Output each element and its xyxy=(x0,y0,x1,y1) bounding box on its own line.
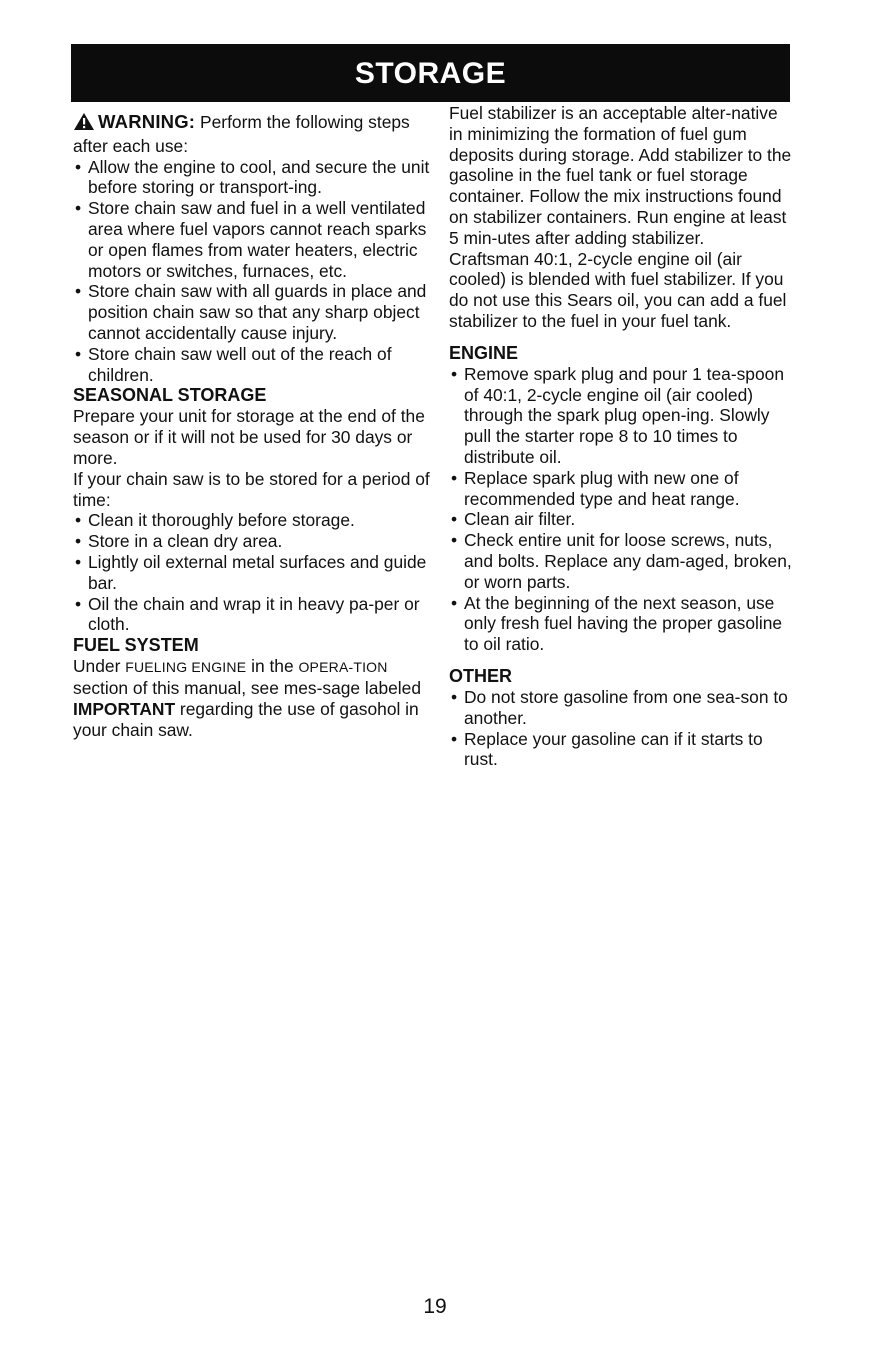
list-item: • Clean it thoroughly before storage. xyxy=(73,510,431,531)
fuel-text-1: Under xyxy=(73,656,126,677)
list-item: • Remove spark plug and pour 1 tea-spoon of 40:1, 2-cycle engine oil (air cooled) through the spark plug open-ing. Slowly pull the starter rope 8 to 10 times to distribute oil. xyxy=(449,364,794,468)
list-item: • Allow the engine to cool, and secure the unit before storing or transport-ing. xyxy=(73,157,431,199)
list-item: • At the beginning of the next season, use only fresh fuel having the proper gasoline to oil ratio. xyxy=(449,593,794,655)
list-item: • Oil the chain and wrap it in heavy pa-per or cloth. xyxy=(73,594,431,636)
seasonal-storage-heading: SEASONAL STORAGE xyxy=(73,385,267,406)
list-item: • Check entire unit for loose screws, nuts, and bolts. Replace any dam-aged, broken, or worn parts. xyxy=(449,530,794,592)
fuel-text-5: section of this manual, see mes-sage labeled xyxy=(73,677,422,698)
list-item: • Replace spark plug with new one of recommended type and heat range. xyxy=(449,468,794,510)
fuel-system-paragraph xyxy=(73,656,431,740)
section-title: STORAGE xyxy=(354,57,507,90)
warning-list xyxy=(73,157,431,386)
other-list xyxy=(449,687,794,770)
fueling-engine-ref: FUELING ENGINE xyxy=(125,659,247,676)
list-item: • Store chain saw well out of the reach of children. xyxy=(73,344,431,386)
list-item: • Replace your gasoline can if it starts to rust. xyxy=(449,729,794,771)
fuel-text-3: in the xyxy=(246,656,299,677)
important-ref: IMPORTANT xyxy=(73,698,176,719)
list-item: • Store chain saw with all guards in place and position chain saw so that any sharp object cannot accidentally cause injury. xyxy=(73,281,431,343)
warning-intro xyxy=(73,112,431,157)
seasonal-list xyxy=(73,510,431,635)
list-item: • Do not store gasoline from one sea-son to another. xyxy=(449,687,794,729)
left-column xyxy=(73,103,431,740)
operation-ref: OPERA-TION xyxy=(298,659,388,676)
fuel-text-7: regarding the use of gasohol in your chain saw. xyxy=(73,698,419,740)
warning-triangle-icon xyxy=(73,112,95,136)
engine-heading: ENGINE xyxy=(449,342,519,363)
section-banner xyxy=(71,44,790,102)
engine-list xyxy=(449,364,794,655)
warning-text: Perform the following steps after each use: xyxy=(73,112,410,156)
seasonal-paragraph-1: Prepare your unit for storage at the end of the season or if it will not be used for 30 days or more. xyxy=(73,406,425,468)
list-item: • Store chain saw and fuel in a well ventilated area where fuel vapors cannot reach sparks or open flames from water heaters, electric motors or switches, furnaces, etc. xyxy=(73,198,431,281)
fuel-system-heading: FUEL SYSTEM xyxy=(73,635,199,656)
page-number: 19 xyxy=(423,1295,447,1318)
warning-label: WARNING: xyxy=(98,111,196,132)
right-column xyxy=(449,103,794,770)
stabilizer-paragraph-2: Craftsman 40:1, 2-cycle engine oil (air cooled) is blended with fuel stabilizer. If you do not use this Sears oil, you can add a fuel stabilizer to the fuel in your fuel tank. xyxy=(449,248,787,331)
list-item: • Clean air filter. xyxy=(449,509,794,530)
list-item: • Store in a clean dry area. xyxy=(73,531,431,552)
other-heading: OTHER xyxy=(449,665,512,686)
stabilizer-paragraph-1: Fuel stabilizer is an acceptable alter-native in minimizing the formation of fuel gum deposits during storage. Add stabilizer to the gasoline in the fuel tank or fuel storage container. Follow the mix instructions found on stabilizer containers. Run engine at least 5 min-utes after adding stabilizer. xyxy=(449,103,792,248)
list-item: • Lightly oil external metal surfaces and guide bar. xyxy=(73,552,431,594)
seasonal-paragraph-2: If your chain saw is to be stored for a period of time: xyxy=(73,468,430,510)
